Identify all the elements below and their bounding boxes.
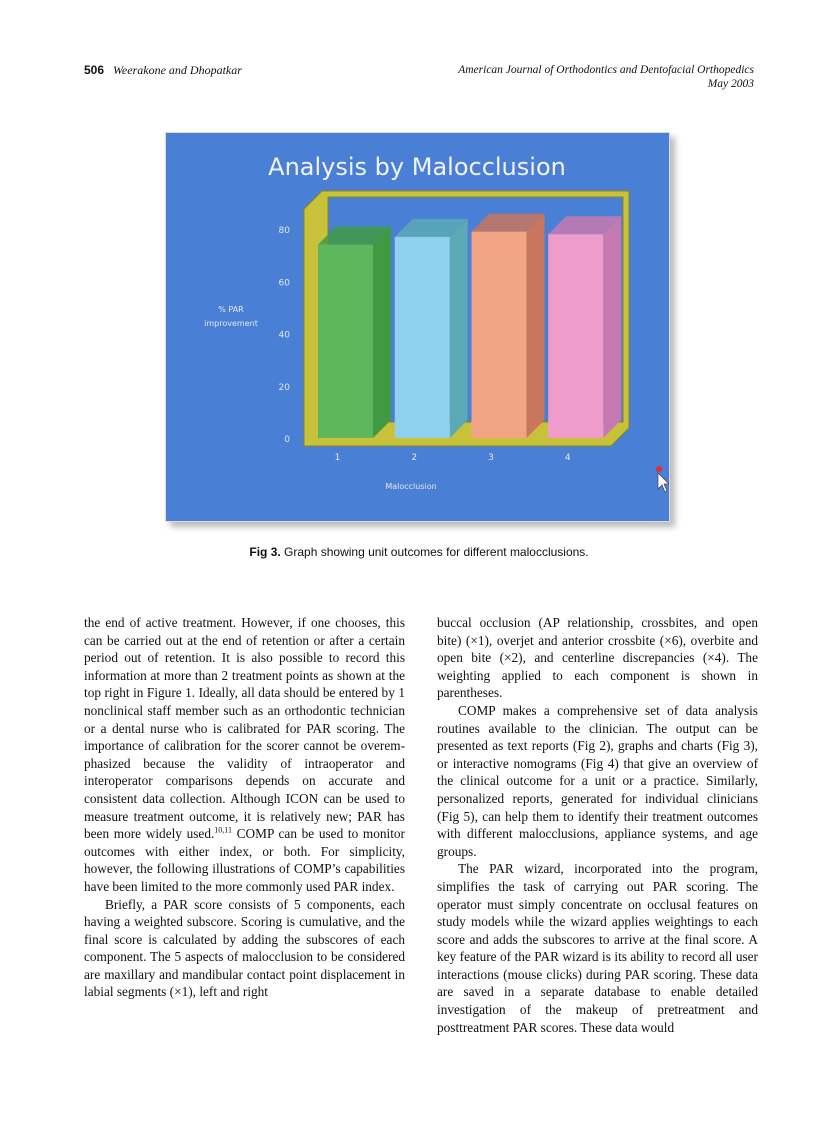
paragraph: The PAR wizard, incorporated into the program, simplifies the task of carrying out PAR scoring. The operator must simply concentrate on occlusal features on study models while the wizard applies weightings to each score and adds the subscores to arrive at the final score. A key feature of the PAR wizard is its ability to record all user interactions (mouse clicks) during PAR scoring. These data are saved in a separate database to enable detailed investigation of the makeup of pretreatment and posttreatment PAR scores. These data would [437,861,758,1035]
running-header-left [84,63,242,78]
y-tick-label: 40 [278,330,290,341]
left-column [84,614,405,1001]
caption-text: Graph showing unit outcomes for different malocclusions. [280,545,589,559]
x-tick-label: 2 [411,453,418,463]
paragraph-text: the end of active treatment. However, if one chooses, this can be carried out at the end of retention or after a certain period out of retention. It is also possible to record this information at more than 2 treatment points as shown at the top right in Figure 1. Ideally, all data should be entered by 1 nonclinical staff member such as an orthodontic technician or a dental nurse who is calibrated for PAR scoring. The importance of calibration for the scorer cannot be overemphasized because the validity of intraoperator and interoperator comparisons depends on accurate and consistent data collection. Although ICON can be used to measure treatment outcome, it is relatively new; PAR has been more widely used. [84,615,405,842]
figure-chart [165,132,670,522]
bar-side [450,219,468,438]
paragraph: Briefly, a PAR score consists of 5 components, each having a weighted subscore. Scoring is cumulative, and the final score is calculated by adding the subscores of each component. The 5 aspects of malocclusion to be considered are maxillary and mandibular contact point displacement in labial segments (×1), left and right [84,896,405,1000]
bar-side [373,227,391,438]
bar [318,245,373,438]
mouse-cursor-icon [658,473,669,492]
page-number: 506 [84,63,105,77]
y-tick-label: 20 [278,382,290,393]
paragraph [84,614,405,896]
y-axis-label: % PAR [218,305,244,314]
bar-chart [166,133,669,521]
cursor-marker [656,466,662,472]
chart-title: Analysis by Malocclusion [268,153,566,181]
authors: Weerakone and Dhopatkar [113,63,242,77]
bar-side [527,214,545,438]
y-tick-label: 0 [284,435,290,445]
bar [548,234,603,438]
issue-date: May 2003 [707,78,754,90]
bar [395,237,450,438]
bar [472,232,527,438]
y-axis-label: improvement [204,319,258,328]
journal-name: American Journal of Orthodontics and Dentofacial Orthopedics [458,64,754,76]
x-tick-label: 1 [334,453,341,463]
right-column [437,614,758,1036]
x-axis-label: Malocclusion [385,482,437,491]
paragraph-text: COMP can be used to monitor outcomes with either index, or both. For simplicity, however, the following illustrations of COMP’s capabilities have been limited to the more commonly used PAR index. [84,826,405,894]
caption-label: Fig 3. [249,545,281,559]
bar-side [603,216,621,438]
y-tick-label: 60 [278,278,290,289]
running-header-right [458,63,754,91]
paragraph: COMP makes a comprehensive set of data analysis routines available to the clinician. The output can be presented as text reports (Fig 2), graphs and charts (Fig 3), or interactive nomograms (Fig 4) that give an overview of the clinical outcome for a unit or a practice. Similarly, personalized reports, generated for individual clinicians (Fig 5), can help them to identify their treatment outcomes with different malocclusions, appliance systems, and age groups. [437,702,758,859]
paragraph: buccal occlusion (AP relationship, crossbites, and open bite) (×1), overjet and anterior crossbite (×6), overbite and open bite (×2), and centerline discrepancies (×4). The weighting applied to each component is shown in parentheses. [437,615,758,701]
x-tick-label: 3 [488,453,494,463]
y-tick-label: 80 [278,226,290,236]
x-tick-label: 4 [564,453,571,463]
figure-caption [0,545,838,559]
citation: 10,11 [214,825,232,835]
